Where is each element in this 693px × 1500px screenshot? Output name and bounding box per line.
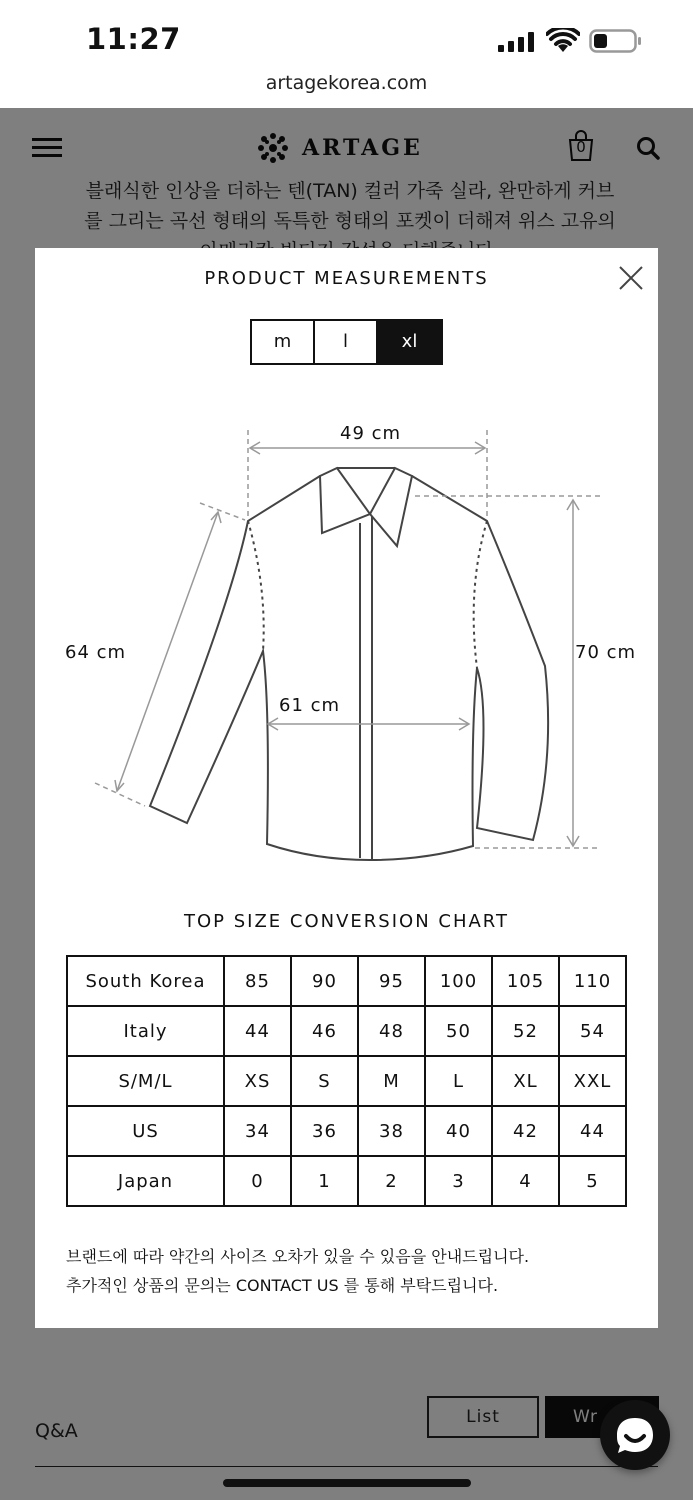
status-bar bbox=[0, 0, 693, 72]
table-cell: Italy bbox=[67, 1006, 224, 1056]
length-measurement: 70 cm bbox=[575, 642, 637, 663]
table-cell: 4 bbox=[492, 1156, 559, 1206]
shirt-diagram bbox=[35, 408, 658, 868]
chat-button[interactable] bbox=[600, 1400, 670, 1470]
table-cell: 110 bbox=[559, 956, 626, 1006]
table-cell: 95 bbox=[358, 956, 425, 1006]
wifi-icon bbox=[546, 28, 580, 54]
table-cell: 46 bbox=[291, 1006, 358, 1056]
signal-icon bbox=[498, 32, 536, 52]
table-cell: XXL bbox=[559, 1056, 626, 1106]
size-selector bbox=[250, 319, 443, 365]
status-time: 11:27 bbox=[86, 22, 181, 56]
size-tab-xl[interactable]: xl bbox=[378, 321, 441, 363]
table-cell: XL bbox=[492, 1056, 559, 1106]
table-row bbox=[67, 1106, 626, 1156]
size-tab-m[interactable]: m bbox=[252, 321, 315, 363]
table-cell: South Korea bbox=[67, 956, 224, 1006]
table-cell: 54 bbox=[559, 1006, 626, 1056]
table-row bbox=[67, 956, 626, 1006]
table-cell: L bbox=[425, 1056, 492, 1106]
table-cell: 85 bbox=[224, 956, 291, 1006]
table-cell: 40 bbox=[425, 1106, 492, 1156]
notice-line: 추가적인 상품의 문의는 CONTACT US 를 통해 부탁드립니다. bbox=[66, 1276, 499, 1295]
table-cell: 52 bbox=[492, 1006, 559, 1056]
chat-icon bbox=[600, 1400, 670, 1470]
table-cell: 1 bbox=[291, 1156, 358, 1206]
url-text: artagekorea.com bbox=[265, 72, 428, 94]
table-cell: 100 bbox=[425, 956, 492, 1006]
sleeve-measurement: 64 cm bbox=[65, 642, 127, 663]
table-cell: 34 bbox=[224, 1106, 291, 1156]
table-cell: 0 bbox=[224, 1156, 291, 1206]
table-cell: XS bbox=[224, 1056, 291, 1106]
table-cell: Japan bbox=[67, 1156, 224, 1206]
table-cell: 42 bbox=[492, 1106, 559, 1156]
table-row bbox=[67, 1006, 626, 1056]
table-cell: 3 bbox=[425, 1156, 492, 1206]
table-cell: 44 bbox=[559, 1106, 626, 1156]
size-tab-l[interactable]: l bbox=[315, 321, 378, 363]
measurements-modal bbox=[35, 248, 658, 1328]
table-cell: 90 bbox=[291, 956, 358, 1006]
chest-measurement: 61 cm bbox=[279, 695, 341, 716]
table-cell: 48 bbox=[358, 1006, 425, 1056]
table-cell: 2 bbox=[358, 1156, 425, 1206]
table-row bbox=[67, 1056, 626, 1106]
table-cell: 50 bbox=[425, 1006, 492, 1056]
shoulder-measurement: 49 cm bbox=[340, 423, 402, 444]
url-bar[interactable] bbox=[0, 72, 693, 108]
modal-title: PRODUCT MEASUREMENTS bbox=[204, 268, 489, 289]
close-icon[interactable] bbox=[617, 264, 645, 292]
table-cell: M bbox=[358, 1056, 425, 1106]
table-cell: 36 bbox=[291, 1106, 358, 1156]
table-cell: S bbox=[291, 1056, 358, 1106]
conversion-chart-title: TOP SIZE CONVERSION CHART bbox=[184, 911, 509, 932]
table-row bbox=[67, 1156, 626, 1206]
table-cell: S/M/L bbox=[67, 1056, 224, 1106]
battery-icon bbox=[589, 28, 643, 54]
size-notice bbox=[66, 1242, 529, 1300]
table-cell: 105 bbox=[492, 956, 559, 1006]
table-cell: 44 bbox=[224, 1006, 291, 1056]
table-cell: 38 bbox=[358, 1106, 425, 1156]
table-cell: 5 bbox=[559, 1156, 626, 1206]
size-conversion-table bbox=[66, 955, 627, 1207]
home-indicator bbox=[223, 1479, 471, 1487]
table-cell: US bbox=[67, 1106, 224, 1156]
notice-line: 브랜드에 따라 약간의 사이즈 오차가 있을 수 있음을 안내드립니다. bbox=[66, 1247, 530, 1266]
